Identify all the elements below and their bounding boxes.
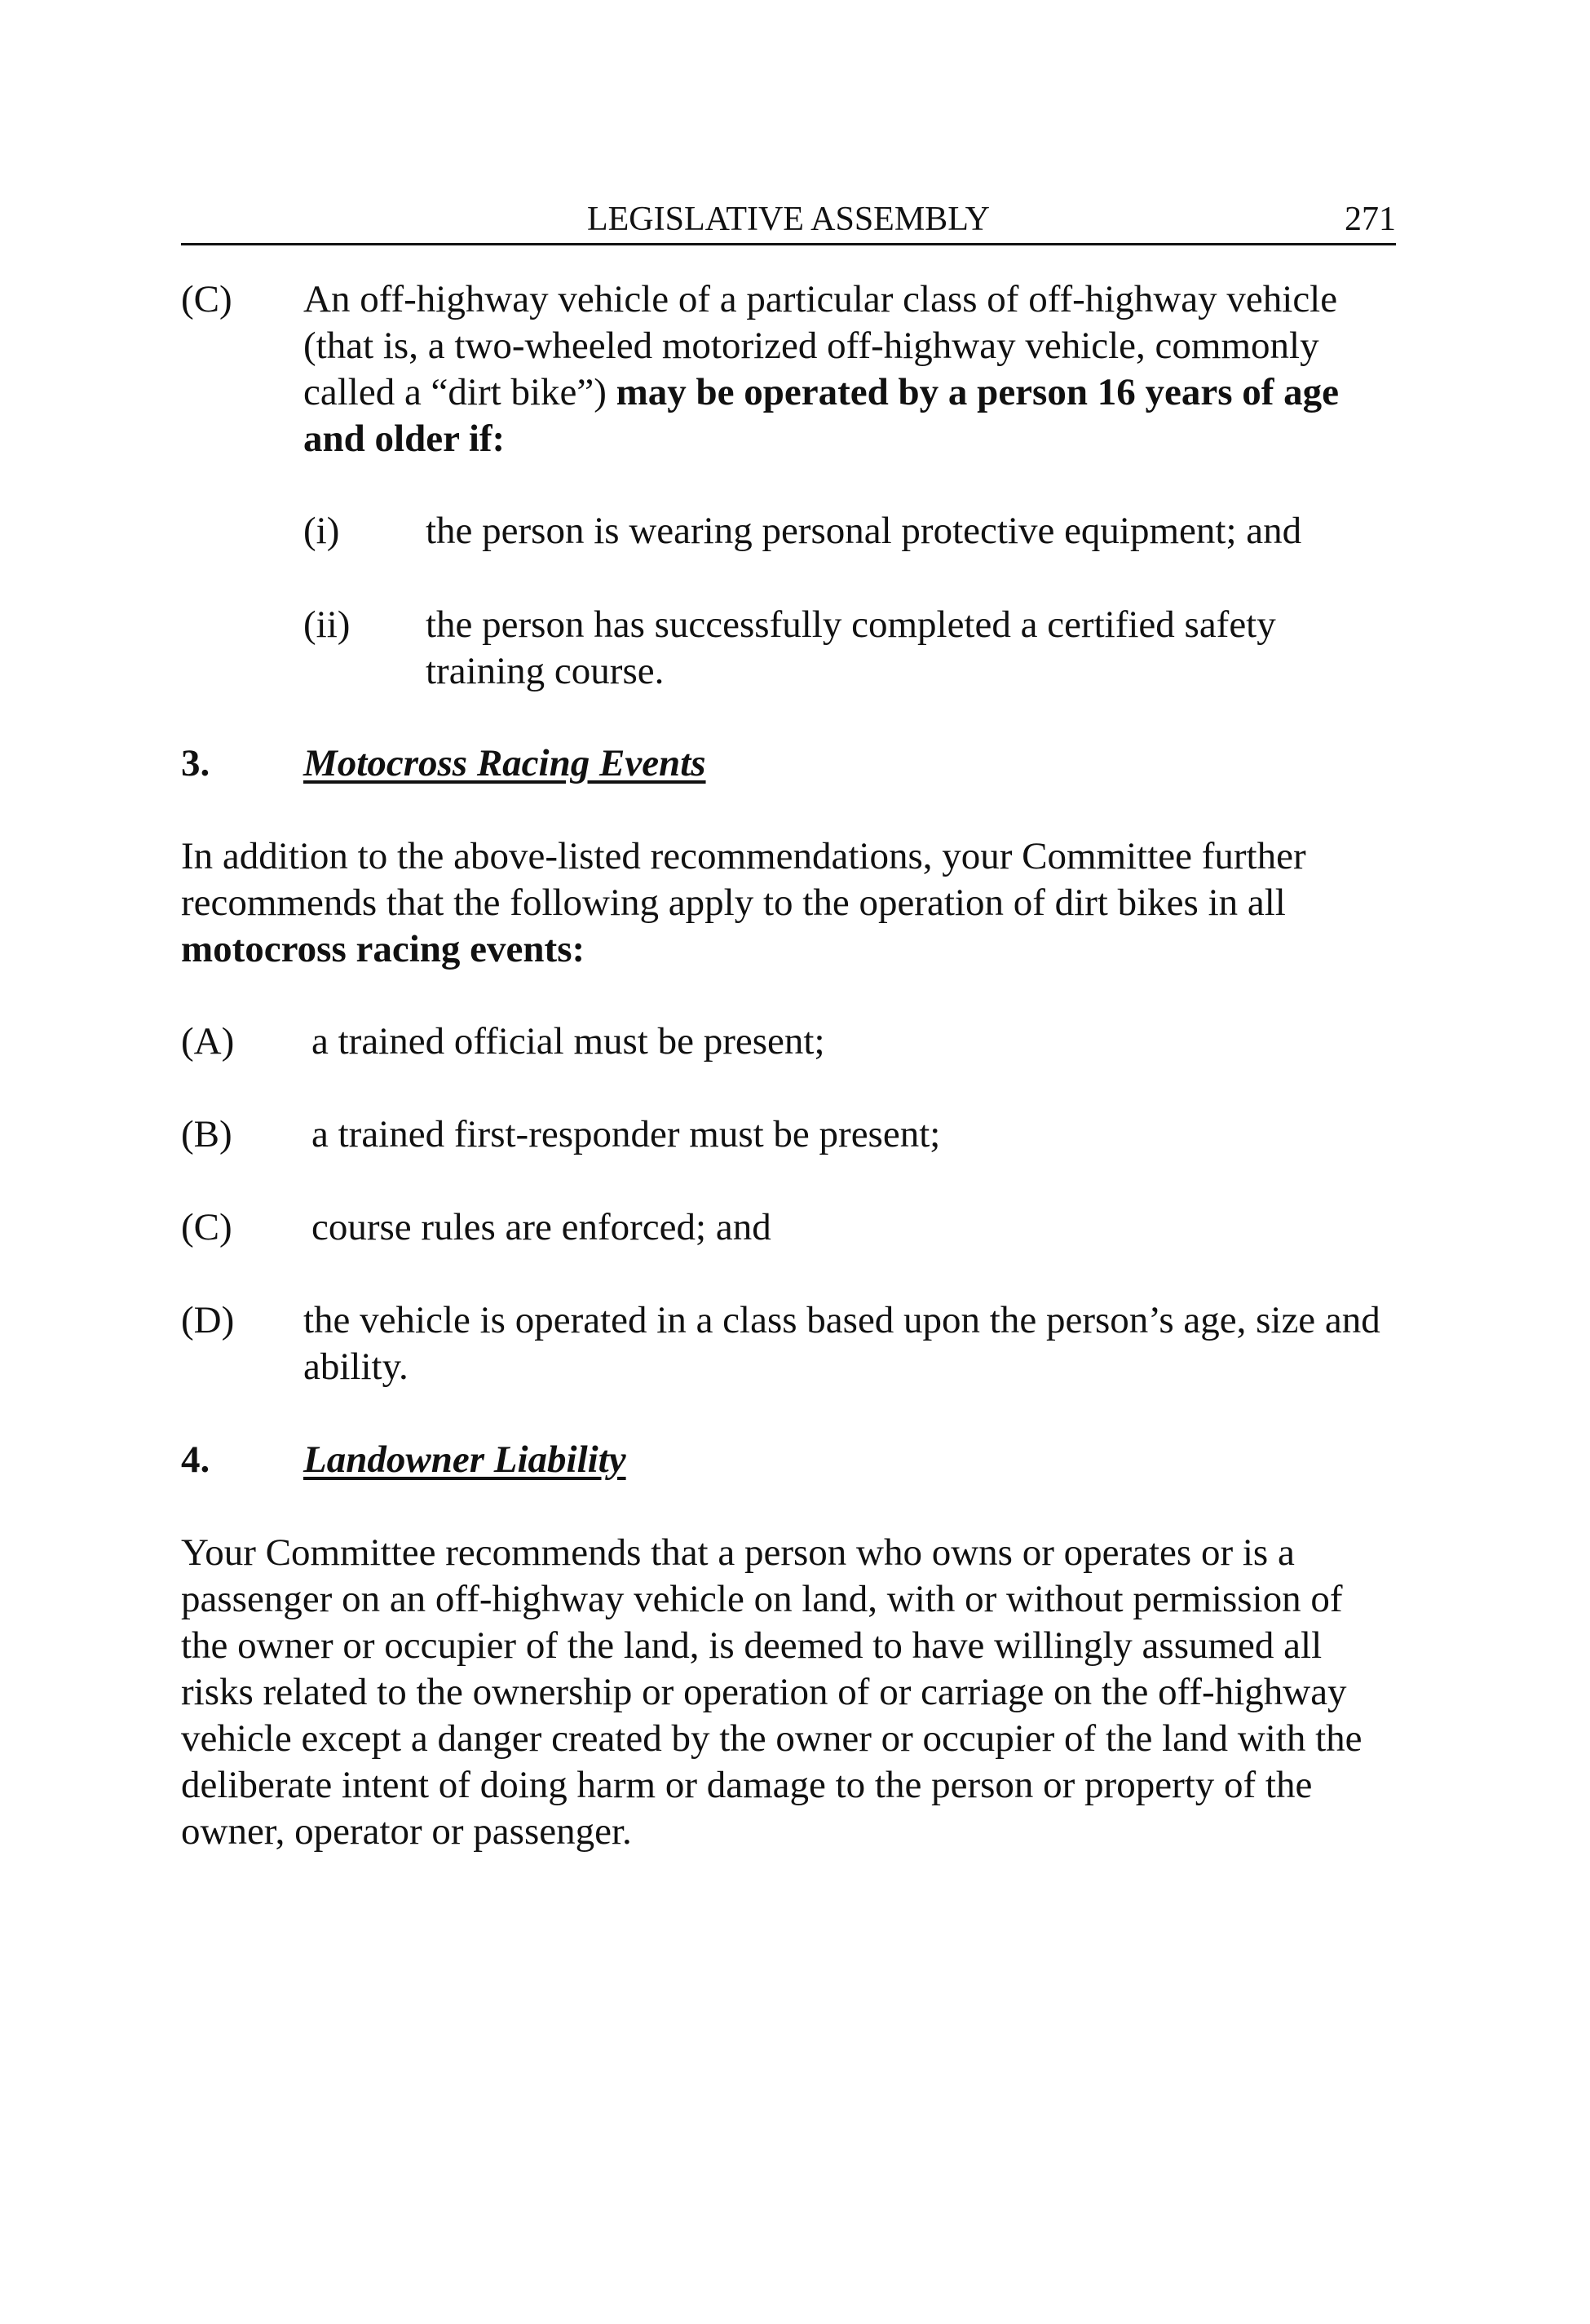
- list-item-text: the vehicle is operated in a class based upon the person’s age, size and ability.: [303, 1299, 1380, 1388]
- list-item-text: a trained first-responder must be present;: [311, 1113, 941, 1155]
- section3-intro-bold: motocross racing events:: [181, 928, 585, 970]
- header-title: LEGISLATIVE ASSEMBLY: [587, 201, 990, 238]
- list-item-d: [181, 1297, 1396, 1390]
- list-marker: (C): [181, 1206, 232, 1248]
- list-item-text-plain: An off-highway vehicle of a particular class of off-highway vehicle (that is, a two-wheeled motorized off-highway vehicle, commonly called a “dirt bike”): [303, 278, 1338, 413]
- list-marker: (C): [181, 278, 232, 320]
- sublist-item-text: the person has successfully completed a certified safety training course.: [426, 603, 1276, 692]
- sublist-marker: (ii): [303, 603, 351, 646]
- sublist-item-i: [181, 508, 1396, 554]
- list-item-c2: [181, 1204, 1396, 1251]
- section-title: Landowner Liability: [303, 1438, 626, 1481]
- sublist-item-ii: [181, 602, 1396, 695]
- document-body: [181, 276, 1396, 1855]
- section3-intro-plain: In addition to the above-listed recommendations, your Committee further recommends that the following apply to the operation of dirt bikes in all: [181, 835, 1306, 924]
- list-item-a: [181, 1018, 1396, 1065]
- list-item-b: [181, 1111, 1396, 1158]
- page-number: 271: [1345, 201, 1396, 238]
- section-number: 4.: [181, 1438, 210, 1481]
- list-marker: (B): [181, 1113, 232, 1155]
- section-heading-3: [181, 740, 1396, 787]
- list-item-text: course rules are enforced; and: [311, 1206, 771, 1248]
- list-item-text-bold: may be operated by a person 16 years of age and older if:: [303, 371, 1339, 460]
- list-item-text: a trained official must be present;: [311, 1020, 825, 1063]
- section-title: Motocross Racing Events: [303, 742, 706, 784]
- sublist-marker: (i): [303, 510, 340, 552]
- list-item-c: [181, 276, 1396, 462]
- list-marker: (D): [181, 1299, 235, 1341]
- list-marker: (A): [181, 1020, 235, 1063]
- running-header: [181, 196, 1396, 245]
- section-number: 3.: [181, 742, 210, 784]
- section4-paragraph: Your Committee recommends that a person who owns or operates or is a passenger on an off-highway vehicle on land, with or without permission of the owner or occupier of the land, is deemed to have willingly assumed all risks related to the ownership or operation of or carriage on the off-highway vehicle except a danger created by the owner or occupier of the land with the deliberate intent of doing harm or damage to the person or property of the owner, operator or passenger.: [181, 1531, 1363, 1853]
- document-page: [181, 196, 1396, 1855]
- list-item-text: [303, 276, 1396, 462]
- section3-intro: [181, 833, 1396, 973]
- section-heading-4: [181, 1437, 1396, 1483]
- sublist-item-text: the person is wearing personal protective equipment; and: [426, 510, 1302, 552]
